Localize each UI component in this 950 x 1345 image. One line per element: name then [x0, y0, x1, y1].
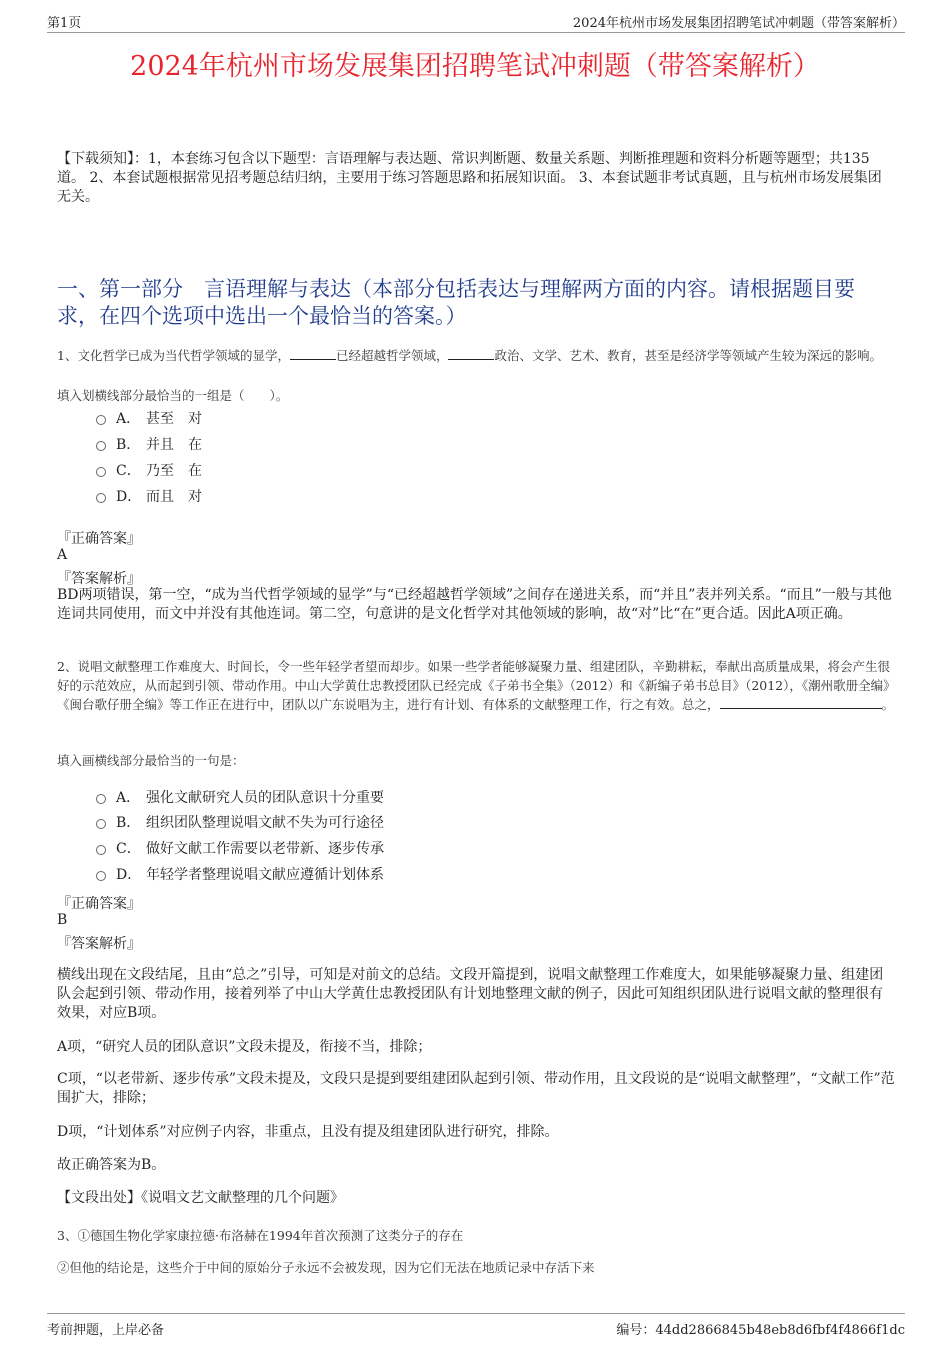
- q2-option-b[interactable]: B． 组织团队整理说唱文献不失为可行途径: [96, 813, 384, 833]
- radio-icon[interactable]: [96, 467, 106, 477]
- q1-analysis: BD两项错误，第一空，“成为当代哲学领域的显学”与“已经超越哲学领域”之间存在递进关系，而“并且”表并列关系。“而且”一般与其他连词共同使用，而文中并没有其他连词。第二空，句意讲的是文化哲学对其他领域的影响，故“对”比“在”更合适。因此A项正确。: [57, 587, 892, 622]
- q2-analysis-paragraph: D项，“计划体系”对应例子内容，非重点，且没有提及组建团队进行研究，排除。: [57, 1124, 559, 1140]
- document-id: 编号：44dd2866845b48eb8d6fbf4f4866f1dc: [616, 1323, 905, 1338]
- footer-slogan: 考前押题，上岸必备: [47, 1323, 165, 1338]
- q2-option-c[interactable]: C． 做好文献工作需要以老带新、逐步传承: [96, 839, 384, 859]
- radio-icon[interactable]: [96, 493, 106, 503]
- q2-source: 【文段出处】《说唱文艺文献整理的几个问题》: [57, 1190, 344, 1206]
- radio-icon[interactable]: [96, 441, 106, 451]
- header-title: 2024年杭州市场发展集团招聘笔试冲刺题（带答案解析）: [572, 16, 905, 31]
- q1-option-c[interactable]: C． 乃至 在: [96, 461, 202, 481]
- radio-icon[interactable]: [96, 794, 106, 804]
- question-1-stem: 1、文化哲学已成为当代哲学领域的显学， 已经超越哲学领域， 政治、文学、艺术、教育，甚至是经济学等领域产生较为深远的影响。: [57, 348, 882, 363]
- q1-option-b[interactable]: B． 并且 在: [96, 435, 202, 455]
- document-title: 2024年杭州市场发展集团招聘笔试冲刺题（带答案解析）: [130, 51, 820, 82]
- radio-icon[interactable]: [96, 845, 106, 855]
- q2-analysis-paragraph: A项，“研究人员的团队意识”文段未提及，衔接不当，排除；: [57, 1039, 432, 1055]
- q2-analysis-paragraph: C项，“以老带新、逐步传承”文段未提及，文段只是提到要组建团队起到引领、带动作用，且文段说的是“说唱文献整理”，“文献工作”范围扩大，排除；: [57, 1071, 895, 1106]
- q1-option-d[interactable]: D． 而且 对: [96, 487, 202, 507]
- download-notice: 【下载须知】：1，本套练习包含以下题型：言语理解与表达题、常识判断题、数量关系题、判断推理题和资料分析题等题型；共135道。 2、本套试题根据常见招考题总结归纳，主要用于练习答题思路和拓展知识面。 3、本套试题非考试真题，且与杭州市场发展集团无关。: [57, 151, 882, 205]
- q2-answer: B: [57, 912, 68, 928]
- section-heading: 一、第一部分 言语理解与表达（本部分包括表达与理解两方面的内容。请根据题目要求，在四个选项中选出一个最恰当的答案。）: [57, 277, 855, 328]
- question-3-line: ②但他的结论是，这些介于中间的原始分子永远不会被发现，因为它们无法在地质记录中存活下来: [57, 1260, 595, 1275]
- question-2-prompt: 填入画横线部分最恰当的一句是：: [57, 753, 245, 768]
- q2-option-a[interactable]: A． 强化文献研究人员的团队意识十分重要: [96, 788, 384, 808]
- question-3-line: 3、①德国生物化学家康拉德·布洛赫在1994年首次预测了这类分子的存在: [57, 1228, 464, 1243]
- q2-analysis-paragraph: 故正确答案为B。: [57, 1157, 166, 1173]
- q2-analysis-paragraph: 横线出现在文段结尾，且由“总之”引导，可知是对前文的总结。文段开篇提到，说唱文献整理工作难度大，如果能够凝聚力量、组建团队会起到引领、带动作用，接着列举了中山大学黄仕忠教授团队有计划地整理文献的例子，因此可知组织团队进行说唱文献的整理很有效果，对应B项。: [57, 967, 884, 1021]
- q1-analysis-label: 『答案解析』: [57, 571, 141, 587]
- radio-icon[interactable]: [96, 871, 106, 881]
- q1-option-a[interactable]: A． 甚至 对: [96, 409, 202, 429]
- page-footer: [47, 1313, 905, 1340]
- page-number: 第1页: [47, 16, 82, 31]
- radio-icon[interactable]: [96, 415, 106, 425]
- q2-analysis-label: 『答案解析』: [57, 936, 141, 952]
- q1-answer: A: [57, 547, 68, 563]
- q2-answer-label: 『正确答案』: [57, 896, 141, 912]
- q1-answer-label: 『正确答案』: [57, 531, 141, 547]
- page-header: [47, 0, 905, 33]
- question-1-prompt: 填入划横线部分最恰当的一组是（ ）。: [57, 388, 289, 403]
- radio-icon[interactable]: [96, 819, 106, 829]
- question-2-stem: 2、说唱文献整理工作难度大、时间长，令一些年轻学者望而却步。如果一些学者能够凝聚力量、组建团队，辛勤耕耘，奉献出高质量成果，将会产生很好的示范效应，从而起到引领、带动作用。中山大学黄仕忠教授团队已经完成《子弟书全集》（2012）和《新编子弟书总目》（2012），《潮州歌册全编》《闽台歌仔册全编》等工作正在进行中，团队以广东说唱为主，进行有计划、有体系的文献整理工作，行之有效。总之， 。: [57, 659, 895, 712]
- q2-option-d[interactable]: D． 年轻学者整理说唱文献应遵循计划体系: [96, 865, 384, 885]
